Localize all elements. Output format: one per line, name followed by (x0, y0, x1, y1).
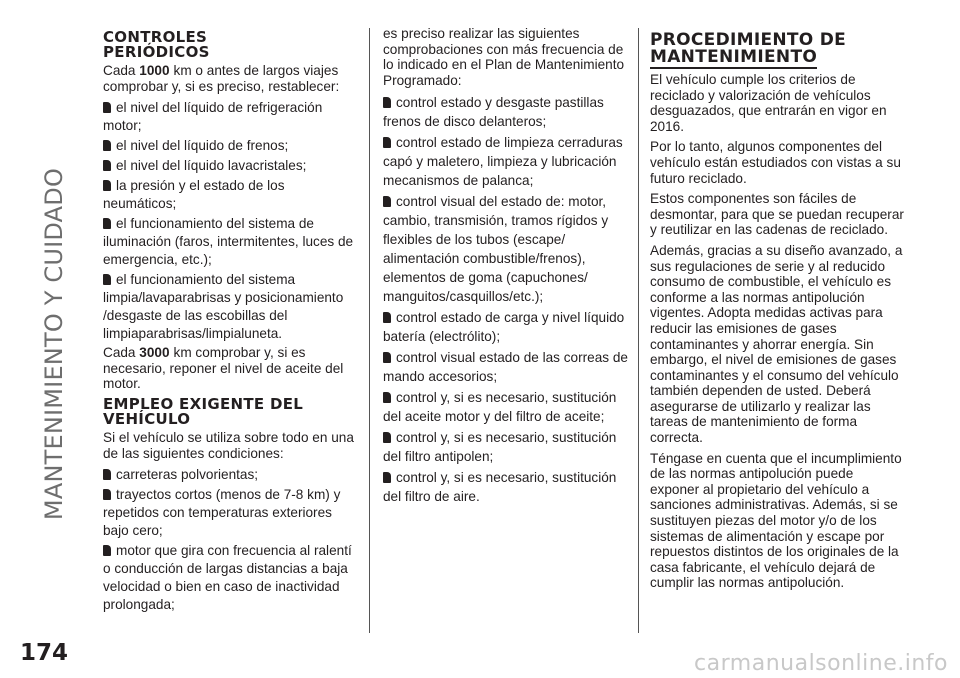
list-item (103, 215, 355, 269)
text: Cada (103, 63, 136, 78)
bullet-icon (383, 352, 391, 363)
bullet-icon (383, 97, 391, 108)
paragraph: Por lo tanto, algunos componentes del vehículo están estudiados con vistas a su futuro reciclado. (650, 139, 901, 186)
bullet-icon (103, 274, 111, 285)
bullet-icon (383, 196, 391, 207)
watermark: carmanualsonline.info (694, 651, 948, 676)
text: Cada (103, 345, 136, 361)
list-item (383, 428, 629, 466)
bullet-icon (383, 432, 391, 443)
bullet-icon (103, 218, 111, 229)
paragraph: Si el vehículo se utiliza sobre todo en una de las siguientes condiciones: (103, 429, 354, 461)
list-item-text: motor que gira con frecuencia al ralentí o conducción de largas distancias a baja velocidad o bien en caso de inactividad prolongada; (103, 543, 352, 613)
list-item (103, 466, 355, 484)
bullet-icon (383, 137, 391, 148)
list-item (103, 137, 355, 155)
list-item-text: carreteras polvorientas; (116, 467, 259, 483)
list-item-text: control y, si es necesario, sustitución del filtro de aire. (383, 470, 617, 505)
heading-line: VEHÍCULO (103, 409, 191, 428)
paragraph: es preciso realizar las siguientes comprobaciones con más frecuencia de lo indicado en el Plan de Mantenimiento Programado: (383, 26, 625, 88)
list-item-text: la presión y el estado de los neumáticos; (103, 178, 285, 212)
list-item-text: control estado de carga y nivel líquido batería (electrólito); (383, 310, 625, 345)
heading-controles-periodicos (103, 30, 355, 60)
list-item-text: control y, si es necesario, sustitución del filtro antipolen; (383, 430, 617, 465)
list-item (383, 308, 629, 346)
heading-line: EMPLEO EXIGENTE DEL (103, 394, 304, 413)
heading-line: PROCEDIMIENTO DE (650, 30, 847, 50)
text: km comprobar y, si es necesario, reponer el nivel de aceite del motor. (103, 345, 344, 392)
paragraph: Téngase en cuenta que el incumplimiento de las normas antipolución puede exponer al propietario del vehículo a sanciones administrativas. Además, si se sustituyen piezas del motor y/o de los sistemas de alimentación y escape por repuestos distintos de los originales de la casa fabricante, el vehículo dejará de cumplir las normas antipolución. (650, 450, 902, 591)
chapter-title: MANTENIMIENTO Y CUIDADO (40, 167, 68, 521)
list-item (103, 271, 355, 343)
bullet-icon (103, 489, 111, 500)
bullet-icon (383, 472, 391, 483)
text: km o antes de largos viajes comprobar y, si es preciso, restablecer: (103, 63, 340, 94)
bullet-icon (383, 392, 391, 403)
list-item (383, 93, 629, 131)
paragraph (103, 63, 355, 94)
list-item (103, 157, 355, 175)
list-item (103, 486, 355, 540)
list-item-text: control estado y desgaste pastillas frenos de disco delanteros; (383, 95, 604, 130)
bullet-icon (103, 160, 111, 171)
paragraph: Además, gracias a su diseño avanzado, a sus regulaciones de serie y al reducido consumo de combustible, el vehículo es conforme a las normas antipolución vigentes. Adopta medidas activas para reducir las emisiones de gases contaminantes y ahorrar energía. Sin embargo, el nivel de emisiones de gases contaminantes y el consumo del vehículo también dependen de usted. Deberá asegurarse de utilizarlo y realizar las tareas de mantenimiento de forma correcta. (650, 242, 903, 446)
list-item (383, 388, 629, 426)
paragraph: Estos componentes son fáciles de desmontar, para que se puedan recuperar y reutilizar en las cadenas de reciclado. (650, 191, 904, 238)
paragraph (103, 345, 355, 392)
heading-line: MANTENIMIENTO (650, 47, 818, 67)
check-list (383, 93, 629, 506)
bullet-icon (103, 545, 111, 556)
column-divider (369, 28, 370, 633)
list-item (383, 468, 629, 506)
column-1 (103, 26, 355, 616)
km-value: 1000 (139, 63, 170, 78)
heading-empleo-exigente (103, 394, 355, 428)
list-item-text: el funcionamiento del sistema de iluminación (faros, intermitentes, luces de emergencia, etc.); (103, 216, 354, 268)
bullet-icon (103, 180, 111, 191)
list-item-text: el funcionamiento del sistema limpia/lavaparabrisas y posicionamiento /desgaste de las escobillas del limpiaparabrisas/limpialuneta. (103, 272, 344, 342)
list-item (383, 192, 629, 306)
bullet-icon (103, 469, 111, 480)
paragraph: El vehículo cumple los criterios de reciclado y valorización de vehículos desguazados, que entrarán en vigor en 2016. (650, 72, 887, 134)
list-item-text: el nivel del líquido lavacristales; (116, 158, 307, 174)
check-list (103, 99, 355, 343)
km-value: 3000 (139, 345, 170, 361)
list-item-text: control visual del estado de: motor, cambio, transmisión, tramos rígidos y flexibles de los tubos (escape/ alimentación combustible/frenos), elementos de goma (capuchones/ manguitos/casquillos/etc.); (383, 194, 609, 305)
list-item (103, 99, 355, 135)
column-2 (383, 26, 629, 508)
list-item-text: el nivel del líquido de refrigeración motor; (103, 100, 323, 134)
bullet-icon (103, 140, 111, 151)
column-3 (650, 26, 905, 596)
list-item-text: el nivel del líquido de frenos; (116, 138, 289, 154)
list-item-text: trayectos cortos (menos de 7-8 km) y repetidos con temperaturas exteriores bajo cero; (103, 487, 341, 539)
condition-list (103, 466, 355, 614)
list-item (103, 177, 355, 213)
bullet-icon (383, 312, 391, 323)
list-item-text: control visual estado de las correas de mando accesorios; (383, 350, 628, 385)
page-number: 174 (20, 640, 69, 666)
list-item (103, 542, 355, 614)
list-item (383, 133, 629, 190)
heading-line: CONTROLES (103, 28, 208, 46)
list-item-text: control estado de limpieza cerraduras capó y maletero, limpieza y lubricación mecanismos de palanca; (383, 135, 623, 189)
bullet-icon (103, 102, 111, 113)
list-item (383, 348, 629, 386)
column-divider (638, 28, 639, 633)
list-item-text: control y, si es necesario, sustitución del aceite motor y del filtro de aceite; (383, 390, 617, 425)
heading-procedimiento-mantenimiento (650, 32, 905, 69)
heading-line: PERIÓDICOS (103, 43, 210, 61)
